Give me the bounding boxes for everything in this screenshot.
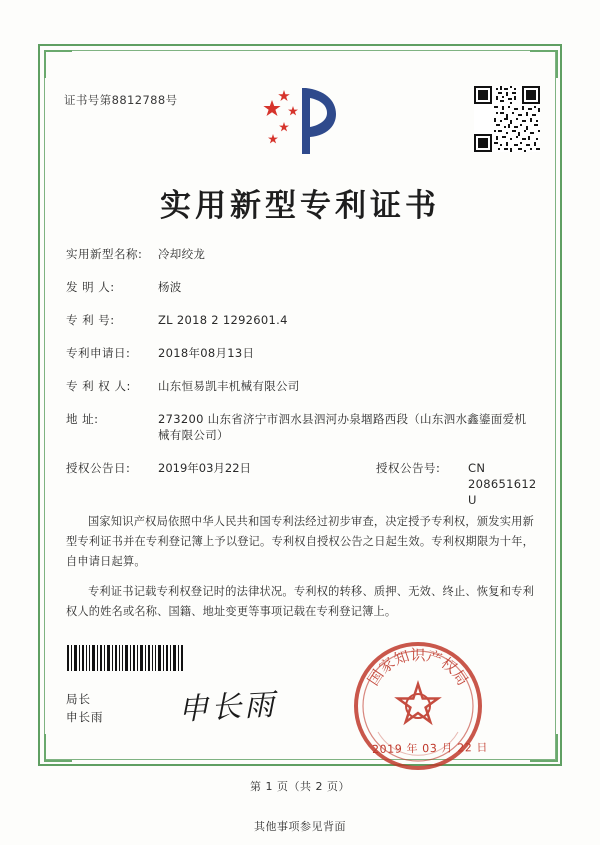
cnipa-logo-icon — [262, 82, 342, 160]
certificate-number: 证书号第8812788号 — [64, 93, 178, 107]
grant-number-label: 授权公告号: — [376, 461, 441, 475]
field-label: 实用新型名称: — [66, 247, 143, 261]
field-value: 山东恒易凯丰机械有限公司 — [158, 379, 300, 393]
certificate-fields — [66, 246, 536, 525]
handwritten-signature: 申长雨 — [177, 687, 279, 728]
grant-date-label: 授权公告日: — [66, 461, 131, 475]
director-name-label: 申长雨 — [66, 710, 104, 724]
grant-date-value: 2019年03月22日 — [158, 461, 252, 475]
legal-paragraph-1: 国家知识产权局依照中华人民共和国专利法经过初步审查，决定授予专利权，颁发实用新型专利证书并在专利登记簿上予以登记。专利权自授权公告之日起生效。专利权期限为十年，自申请日起算。 — [66, 515, 534, 568]
field-row-patent-number — [66, 312, 536, 328]
field-value: 273200 山东省济宁市泗水县泗河办泉堌路西段（山东泗水鑫鎏面爱机械有限公司） — [158, 412, 527, 442]
field-row-application-date — [66, 345, 536, 361]
seal-date: 2019 年 03 月 22 日 — [371, 740, 489, 757]
svg-text:国家知识产权局: 国家知识产权局 — [363, 646, 473, 689]
field-row-inventor — [66, 279, 536, 295]
corner-ornament-bottom-left — [44, 734, 72, 762]
director-title-label: 局长 — [66, 692, 91, 706]
corner-ornament-bottom-right — [530, 734, 558, 762]
grant-number-value: CN 208651612 U — [468, 461, 537, 507]
field-value: ZL 2018 2 1292601.4 — [158, 313, 288, 327]
field-label: 专 利 号: — [66, 313, 115, 327]
field-label: 地 址: — [66, 412, 99, 426]
field-value: 冷却绞龙 — [158, 247, 206, 261]
field-label: 发 明 人: — [66, 280, 115, 294]
legal-text-block — [66, 512, 534, 632]
field-row-patentee — [66, 378, 536, 394]
page-indicator: 第 1 页（共 2 页） — [250, 780, 350, 793]
qr-code-icon — [474, 86, 540, 152]
legal-paragraph-2: 专利证书记载专利权登记时的法律状况。专利权的转移、质押、无效、终止、恢复和专利权人的姓名或名称、国籍、地址变更等事项记载在专利登记簿上。 — [66, 585, 534, 618]
signature-labels — [66, 690, 104, 726]
field-row-address — [66, 411, 536, 443]
field-row-grant-announcement — [66, 460, 536, 508]
field-value: 2018年08月13日 — [158, 346, 255, 360]
field-label: 专利申请日: — [66, 346, 131, 360]
barcode-icon — [66, 645, 184, 671]
field-label: 专 利 权 人: — [66, 379, 131, 393]
page-title: 实用新型专利证书 — [160, 188, 440, 224]
field-value: 杨波 — [158, 280, 182, 294]
corner-ornament-top-right — [530, 50, 558, 78]
footer-note: 其他事项参见背面 — [254, 820, 346, 833]
field-row-utility-model-name — [66, 246, 536, 262]
corner-ornament-top-left — [44, 50, 72, 78]
